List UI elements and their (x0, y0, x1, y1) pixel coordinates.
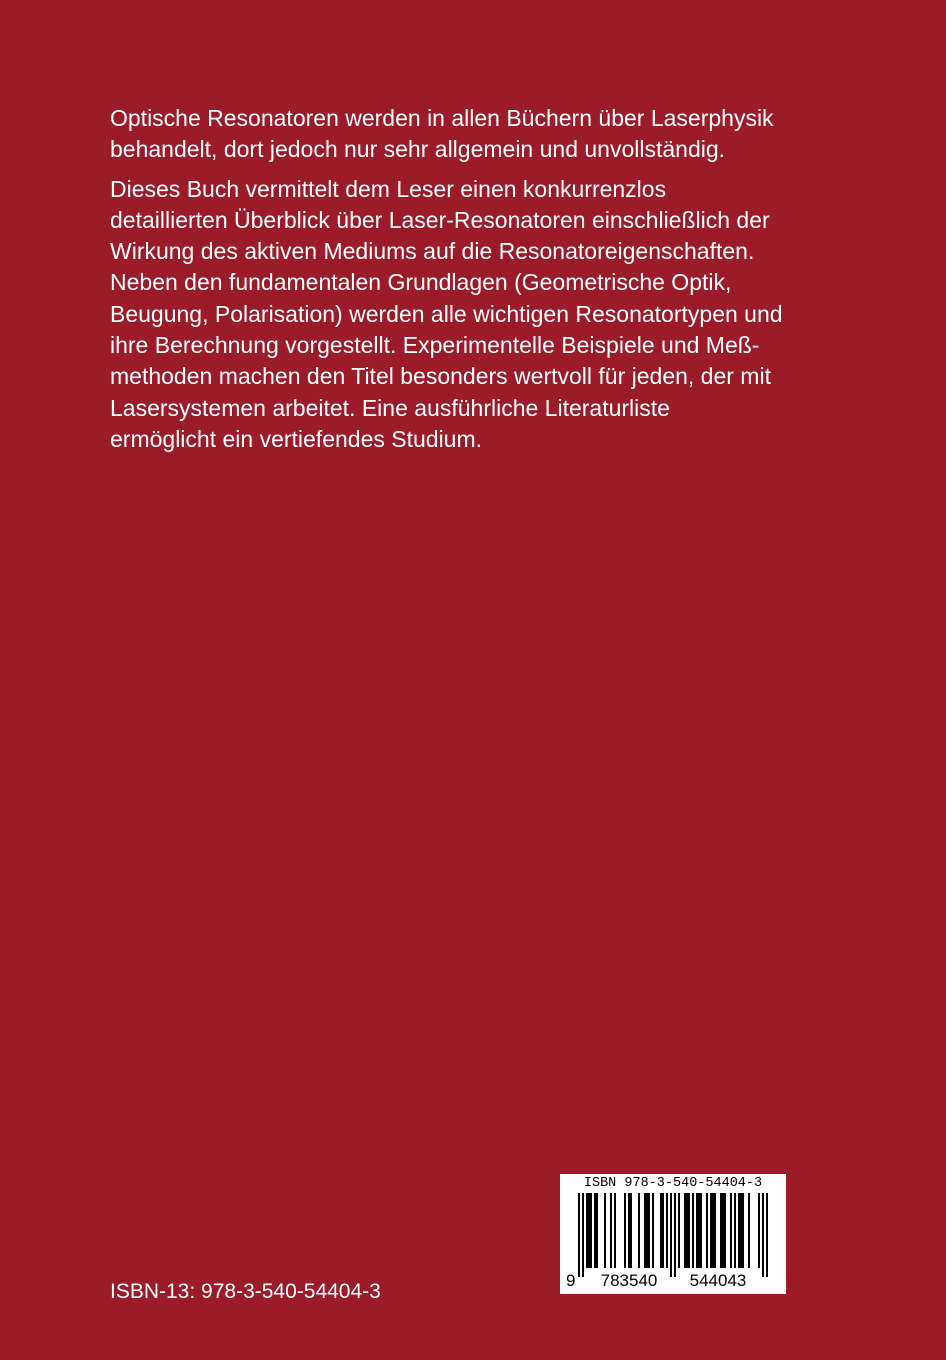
blurb-paragraph-1 (110, 103, 850, 166)
barcode-lead-digit: 9 (566, 1271, 576, 1290)
blurb-line: methoden machen den Titel besonders wertvoll für jeden, der mit (110, 363, 771, 390)
barcode-bar (644, 1193, 646, 1268)
barcode-bar (604, 1193, 606, 1268)
barcode-graphic (560, 1174, 786, 1294)
barcode-bar (648, 1193, 650, 1268)
barcode-bar (610, 1193, 612, 1268)
barcode-bar (742, 1193, 744, 1268)
barcode-bar (724, 1193, 726, 1268)
barcode-isbn-caption: ISBN 978-3-540-54404-3 (583, 1176, 763, 1191)
barcode-bar (638, 1193, 640, 1268)
barcode-bar (684, 1193, 686, 1268)
blurb-line: ermöglicht ein vertiefendes Studium. (110, 425, 483, 452)
barcode-bar (692, 1193, 694, 1268)
barcode-left-digits: 783540 (600, 1271, 658, 1290)
barcode-guard-bar (578, 1193, 580, 1277)
blurb-paragraph-2 (110, 174, 850, 456)
barcode-bar (748, 1193, 750, 1268)
barcode-bar (660, 1193, 662, 1268)
barcode-bar (646, 1193, 648, 1268)
barcode-bar (586, 1193, 588, 1268)
barcode-bar (678, 1193, 680, 1268)
barcode-bar (614, 1193, 616, 1268)
barcode-bar (686, 1193, 688, 1268)
barcode-bar (652, 1193, 654, 1268)
barcode-bar (662, 1193, 664, 1268)
barcode-bar (588, 1193, 590, 1268)
barcode-bar (712, 1193, 714, 1268)
back-cover-blurb (110, 103, 850, 463)
isbn-13-label: ISBN-13: 978-3-540-54404-3 (110, 1280, 381, 1303)
barcode-right-digits: 544043 (689, 1271, 747, 1290)
barcode-guard-bar (674, 1193, 676, 1277)
barcode-bar (624, 1193, 626, 1268)
blurb-line: Beugung, Polarisation) werden alle wichtigen Resonatortypen und (110, 300, 783, 327)
barcode-bar (630, 1193, 632, 1268)
barcode-bar (758, 1193, 760, 1268)
barcode-bar (596, 1193, 598, 1268)
isbn-barcode (560, 1174, 786, 1294)
blurb-line: ihre Berechnung vorgestellt. Experimentelle Beispiele und Meß- (110, 332, 760, 359)
barcode-bar (738, 1193, 740, 1268)
blurb-line: Lasersystemen arbeitet. Eine ausführliche Literaturliste (110, 394, 670, 421)
barcode-bar (688, 1193, 690, 1268)
barcode-bar (666, 1193, 668, 1268)
barcode-bars (578, 1193, 768, 1277)
barcode-guard-bar (582, 1193, 584, 1277)
barcode-bar (720, 1193, 722, 1268)
blurb-line: detaillierten Überblick über Laser-Resonatoren einschließlich der (110, 206, 770, 233)
barcode-bar (714, 1193, 716, 1268)
barcode-bar (594, 1193, 596, 1268)
barcode-bar (710, 1193, 712, 1268)
blurb-line: Optische Resonatoren werden in allen Büchern über Laserphysik (110, 105, 774, 131)
blurb-line: behandelt, dort jedoch nur sehr allgemein und unvollständig. (110, 136, 726, 163)
blurb-line: Neben den fundamentalen Grundlagen (Geometrische Optik, (110, 269, 732, 296)
barcode-bar (590, 1193, 592, 1268)
blurb-line: Dieses Buch vermittelt dem Leser einen konkurrenzlos (110, 175, 667, 202)
blurb-line: Wirkung des aktiven Mediums auf die Resonatoreigenschaften. (110, 238, 755, 265)
barcode-bar (730, 1193, 732, 1268)
barcode-bar (722, 1193, 724, 1268)
barcode-bar (706, 1193, 708, 1268)
barcode-bar (740, 1193, 742, 1268)
barcode-guard-bar (670, 1193, 672, 1277)
barcode-bar (698, 1193, 700, 1268)
barcode-bar (628, 1193, 630, 1268)
barcode-bar (700, 1193, 702, 1268)
barcode-bar (696, 1193, 698, 1268)
barcode-bar (734, 1193, 736, 1268)
barcode-guard-bar (762, 1193, 764, 1277)
barcode-guard-bar (766, 1193, 768, 1277)
